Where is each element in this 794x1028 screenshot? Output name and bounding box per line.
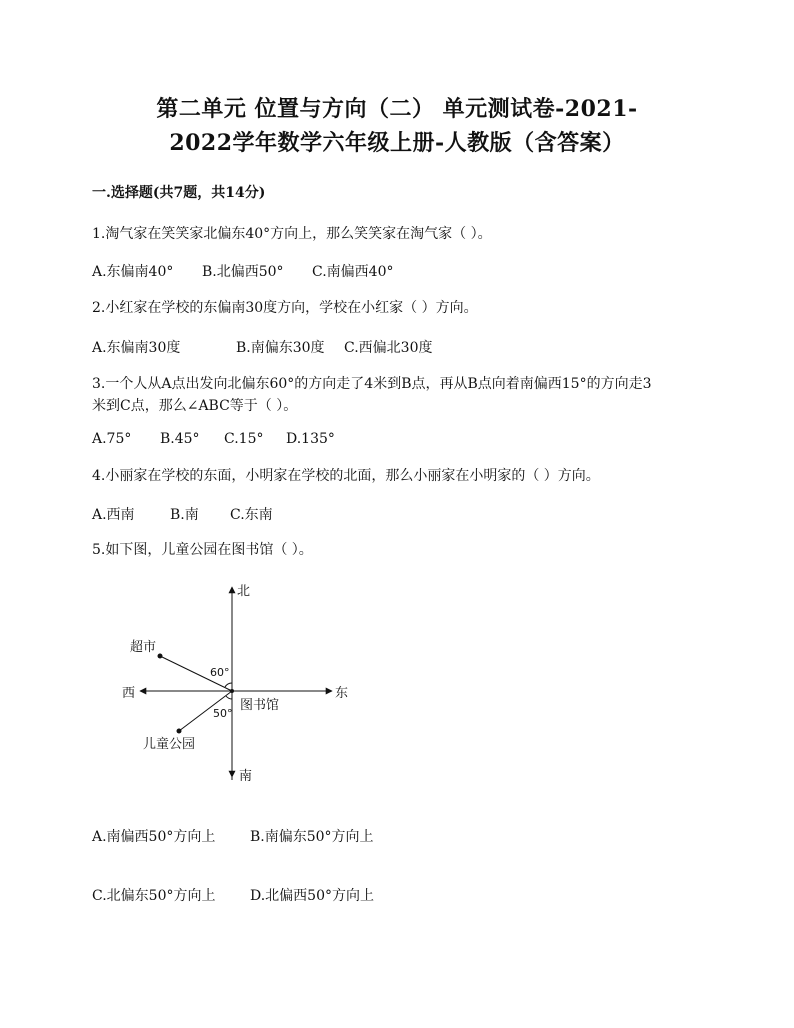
q5-option-b[interactable]: B.南偏东50°方向上 — [250, 829, 374, 845]
center-point — [230, 689, 234, 693]
angle-arc-bottom — [226, 696, 232, 699]
supermarket-point — [158, 654, 163, 659]
question-3-text-line-2: 米到C点，那么∠ABC等于（ ）。 — [92, 398, 298, 414]
label-east: 东 — [335, 686, 349, 701]
q4-option-a[interactable]: A.西南 — [92, 507, 135, 523]
page-title-line-1: 第二单元 位置与方向（二） 单元测试卷-2021- — [156, 96, 638, 122]
park-point — [177, 729, 182, 734]
q4-option-b[interactable]: B.南 — [170, 507, 199, 523]
question-2-text: 2.小红家在学校的东偏南30度方向，学校在小红家（ ）方向。 — [92, 300, 478, 316]
question-5-text: 5.如下图，儿童公园在图书馆（ ）。 — [92, 542, 313, 558]
label-angle-60: 60° — [210, 666, 230, 679]
angle-arc-top — [225, 683, 232, 687]
label-angle-50: 50° — [213, 707, 233, 720]
question-4-text: 4.小丽家在学校的东面，小明家在学校的北面，那么小丽家在小明家的（ ）方向。 — [92, 468, 600, 484]
q5-option-a[interactable]: A.南偏西50°方向上 — [92, 829, 216, 845]
label-park: 儿童公园 — [143, 737, 196, 752]
question-5-options-row-1 — [92, 826, 374, 846]
q3-option-c[interactable]: C.15° — [224, 431, 264, 447]
label-north: 北 — [237, 584, 251, 599]
section-heading: 一.选择题(共7题，共14分) — [92, 185, 266, 201]
q2-option-b[interactable]: B.南偏东30度 — [236, 340, 325, 356]
q3-option-b[interactable]: B.45° — [160, 431, 200, 447]
question-3-options — [92, 431, 335, 447]
page-title-line-2: 2022学年数学六年级上册-人教版（含答案） — [169, 130, 625, 156]
label-south: 南 — [239, 769, 253, 784]
q1-option-b[interactable]: B.北偏西50° — [202, 264, 284, 280]
question-2-options — [92, 337, 432, 357]
question-3-text-line-1: 3.一个人从A点出发向北偏东60°的方向走了4米到B点，再从B点向着南偏西15°的方向走3 — [92, 376, 652, 392]
q2-option-c[interactable]: C.西偏北30度 — [344, 340, 433, 356]
q3-option-a[interactable]: A.75° — [92, 431, 132, 447]
q1-option-c[interactable]: C.南偏西40° — [312, 264, 394, 280]
label-library: 图书馆 — [240, 698, 280, 713]
question-4-options — [92, 504, 273, 524]
label-supermarket: 超市 — [130, 640, 157, 655]
direction-diagram — [110, 575, 370, 790]
question-1-text: 1.淘气家在笑笑家北偏东40°方向上，那么笑笑家在淘气家（ ）。 — [92, 226, 492, 242]
q4-option-c[interactable]: C.东南 — [230, 507, 273, 523]
q5-option-c[interactable]: C.北偏东50°方向上 — [92, 888, 216, 904]
question-1-options — [92, 261, 393, 281]
q5-option-d[interactable]: D.北偏西50°方向上 — [250, 888, 374, 904]
q1-option-a[interactable]: A.东偏南40° — [92, 264, 174, 280]
q3-option-d[interactable]: D.135° — [286, 431, 335, 447]
label-west: 西 — [122, 686, 136, 701]
question-5-options-row-2 — [92, 885, 374, 905]
q2-option-a[interactable]: A.东偏南30度 — [92, 340, 181, 356]
